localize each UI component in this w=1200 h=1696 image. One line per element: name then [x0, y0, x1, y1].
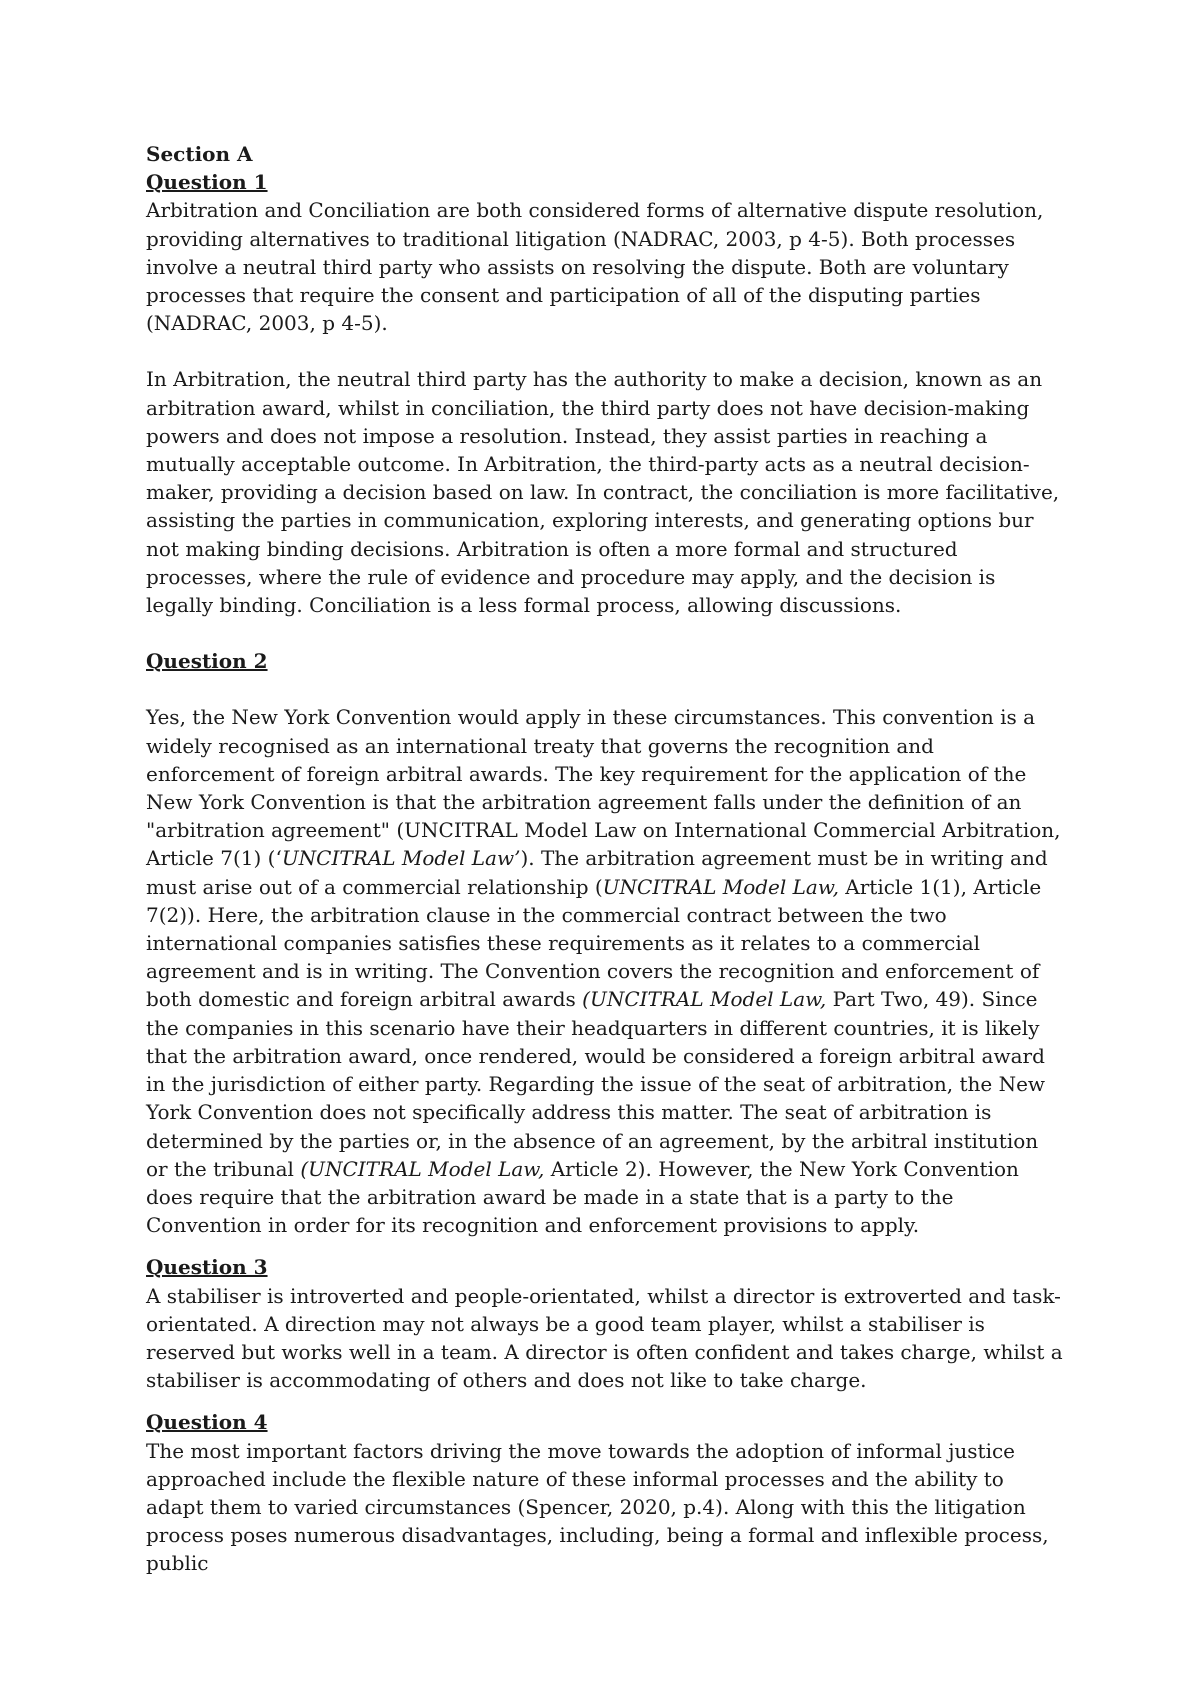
q2-citation-2: UNCITRAL Model Law,	[602, 874, 839, 899]
q2-citation-4: (UNCITRAL Model Law,	[300, 1156, 545, 1181]
question-3-heading: Question 3	[146, 1255, 268, 1280]
q2-text-1: Yes, the New York Convention would apply in these circumstances. This convention is a widely recognised as an international treaty that governs the recognition and enforcement of foreign arbitral awards. The key requirement for the application of the New York Convention is that the arbitration agreement falls under the definition of an "arbitration agreement" (UNCITRAL Model Law on International Commercial Arbitration, Article 7(1) (‘	[146, 705, 1061, 871]
q2-text-4: Part Two, 49). Since the companies in this scenario have their headquarters in different countries, it is likely that the arbitration award, once rendered, would be considered a foreign arbitral award in the jurisdiction of either party. Regarding the issue of the seat of arbitration, the New York Convention does not specifically address this matter. The seat of arbitration is determined by the parties or, in the absence of an agreement, by the arbitral institution or the tribunal	[146, 987, 1046, 1181]
question-1-paragraph-2: In Arbitration, the neutral third party has the authority to make a decision, known as an arbitration award, whilst in conciliation, the third party does not have decision-making powers and does not impose a resolution. Instead, they assist parties in reaching a mutually acceptable outcome. In Arbitration, the third-party acts as a neutral decision-maker, providing a decision based on law. In contract, the conciliation is more facilitative, assisting the parties in communication, exploring interests, and generating options bur not making binding decisions. Arbitration is often a more formal and structured processes, where the rule of evidence and procedure may apply, and the decision is legally binding. Conciliation is a less formal process, allowing discussions.	[146, 367, 1060, 618]
section-title: Section A	[146, 142, 253, 166]
question-4-paragraph: The most important factors driving the move towards the adoption of informal justice approached include the flexible nature of these informal processes and the ability to adapt them to varied circumstances (Spencer, 2020, p.4). Along with this the litigation process poses numerous disadvantages, including, being a formal and inflexible process, public	[146, 1438, 1049, 1576]
document-body	[146, 140, 1066, 1578]
q2-citation-3: (UNCITRAL Model Law,	[582, 987, 827, 1012]
question-2-heading: Question 2	[146, 649, 268, 674]
q2-text-3: Article 1(1), Article 7(2)). Here, the arbitration clause in the commercial contract between the two international companies satisfies these requirements as it relates to a commercial agreement and is in writing. The Convention covers the recognition and enforcement of both domestic and foreign arbitral awards	[146, 874, 1042, 1012]
question-1-heading: Question 1	[146, 170, 268, 195]
question-2-paragraph	[146, 703, 1066, 1239]
q2-citation-1: UNCITRAL Model Law’	[281, 846, 521, 871]
q2-text-5: Article 2). However, the New York Convention does require that the arbitration award be made in a state that is a party to the Convention in order for its recognition and enforcement provisions to apply.	[146, 1156, 1019, 1238]
question-3-paragraph: A stabiliser is introverted and people-orientated, whilst a director is extroverted and task-orientated. A direction may not always be a good team player, whilst a stabiliser is reserved but works well in a team. A director is often confident and takes charge, whilst a stabiliser is accommodating of others and does not like to take charge.	[146, 1283, 1063, 1393]
question-1-paragraph-1: Arbitration and Conciliation are both considered forms of alternative dispute resolution, providing alternatives to traditional litigation (NADRAC, 2003, p 4-5). Both processes involve a neutral third party who assists on resolving the dispute. Both are voluntary processes that require the consent and participation of all of the disputing parties (NADRAC, 2003, p 4-5).	[146, 198, 1044, 336]
q2-text-2: ). The arbitration agreement must be in writing and must arise out of a commercial relationship (	[146, 846, 1048, 899]
question-4-heading: Question 4	[146, 1410, 268, 1435]
